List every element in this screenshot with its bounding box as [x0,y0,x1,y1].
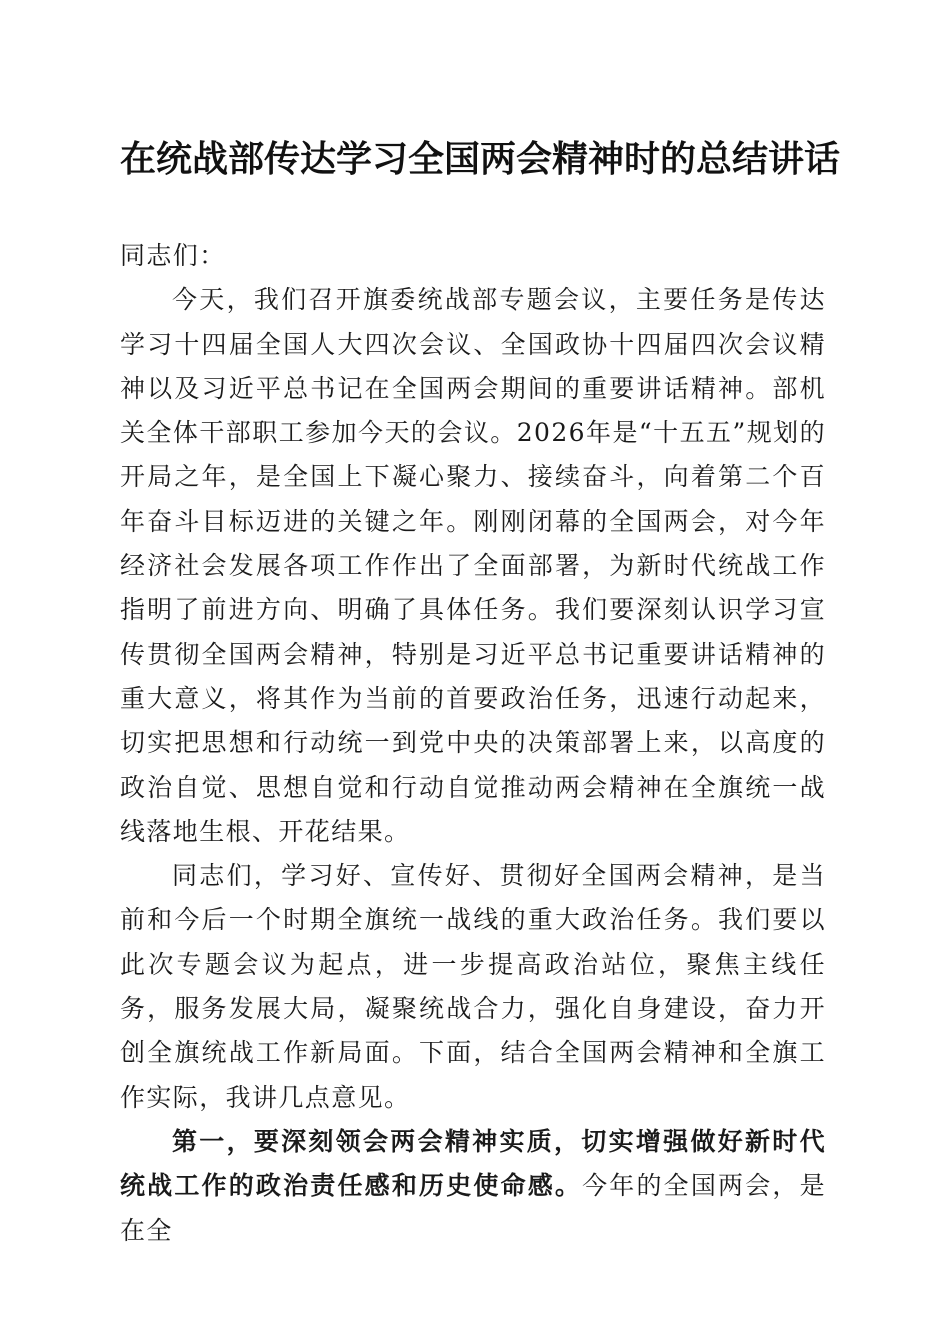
document-body [120,234,826,1253]
document-title: 在统战部传达学习全国两会精神时的总结讲话 [120,138,841,180]
paragraph-opening: 今天，我们召开旗委统战部专题会议，主要任务是传达学习十四届全国人大四次会议、全国政协十四届四次会议精神以及习近平总书记在全国两会期间的重要讲话精神。部机关全体干部职工参加今天的会议。2026年是“十五五”规划的开局之年，是全国上下凝心聚力、接续奋斗，向着第二个百年奋斗目标迈进的关键之年。刚刚闭幕的全国两会，对今年经济社会发展各项工作作出了全面部署，为新时代统战工作指明了前进方向、明确了具体任务。我们要深刻认识学习宣传贯彻全国两会精神，特别是习近平总书记重要讲话精神的重大意义，将其作为当前的首要政治任务，迅速行动起来，切实把思想和行动统一到党中央的决策部署上来，以高度的政治自觉、思想自觉和行动自觉推动两会精神在全旗统一战线落地生根、开花结果。 [120,285,826,846]
salutation: 同志们： [120,241,226,270]
document-page [120,130,841,1253]
section-text: 今年的全国两会，是在全 [120,1171,826,1245]
paragraph-overview: 同志们，学习好、宣传好、贯彻好全国两会精神，是当前和今后一个时期全旗统一战线的重大政治任务。我们要以此次专题会议为起点，进一步提高政治站位，聚焦主线任务，服务发展大局，凝聚统战合力，强化自身建设，奋力开创全旗统战工作新局面。下面，结合全国两会精神和全旗工作实际，我讲几点意见。 [120,861,826,1112]
section-heading: 第一，要深刻领会两会精神实质，切实增强做好新时代统战工作的政治责任感和历史使命感。 [120,1126,826,1201]
paragraph-section-one [120,1120,826,1253]
